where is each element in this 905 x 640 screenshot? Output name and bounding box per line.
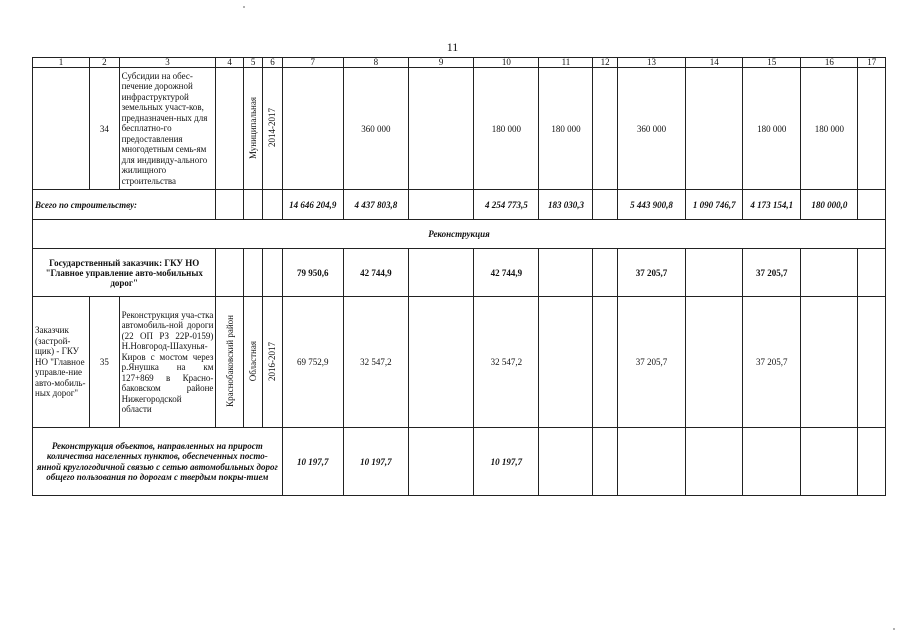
cell-value: 79 950,6: [282, 249, 343, 297]
cell-value: 42 744,9: [343, 249, 408, 297]
section-title: Реконструкция: [33, 220, 886, 249]
cell-value: 10 197,7: [474, 428, 539, 496]
col-header: 3: [119, 58, 216, 68]
district: Краснобаковский район: [224, 315, 235, 407]
period: 2014-2017: [267, 108, 278, 147]
cell-value: 69 752,9: [282, 297, 343, 428]
row-number: 34: [90, 68, 120, 190]
cell-value: 10 197,7: [343, 428, 408, 496]
budget-level: Муниципальная: [248, 96, 259, 159]
col-header: 6: [263, 58, 282, 68]
page-number: 11: [446, 40, 459, 54]
cell-value: 180 000: [474, 68, 539, 190]
budget-level: Областная: [248, 340, 259, 382]
cell-value: 360 000: [343, 68, 408, 190]
scan-speck: [243, 6, 245, 8]
client-name: Заказчик (застрой-щик) - ГКУ НО "Главное управле-ние авто-мобиль-ных дорог": [33, 297, 90, 428]
cell-value: 37 205,7: [743, 297, 801, 428]
scan-speck: [893, 628, 895, 630]
col-header: 10: [474, 58, 539, 68]
cell-value: 37 205,7: [617, 297, 685, 428]
col-header: 9: [409, 58, 474, 68]
section-row: [33, 220, 886, 249]
col-header: 15: [743, 58, 801, 68]
col-header: 12: [593, 58, 617, 68]
cell-value: 32 547,2: [343, 297, 408, 428]
col-header: 1: [33, 58, 90, 68]
col-header: 8: [343, 58, 408, 68]
col-header: 14: [686, 58, 743, 68]
row-number: 35: [90, 297, 120, 428]
cell-value: 5 443 900,8: [617, 190, 685, 220]
cell-value: 4 437 803,8: [343, 190, 408, 220]
cell-value: 14 646 204,9: [282, 190, 343, 220]
col-header: 16: [801, 58, 858, 68]
customer-label: Государственный заказчик: ГКУ НО "Главное управление авто-мобильных дорог": [33, 249, 216, 297]
col-header: 5: [243, 58, 262, 68]
total-row: [33, 190, 886, 220]
object-name: Реконструкция уча-стка автомобиль-ной дороги (22 ОП РЗ 22Р-0159) Н.Новгород-Шахунья-Киров с мостом через р.Янушка на км 127+869 в Красно-баковском районе Нижегородской области: [119, 297, 216, 428]
subtotal-label: Реконструкция объектов, направленных на прирост количества населенных пунктов, обеспеченных посто-янной круглогодичной связью с сетью автомобильных дорог общего пользования по дорогам с твердым покры-тием: [33, 428, 283, 496]
object-name: Субсидии на обес-печение дорожной инфраструктурой земельных участ-ков, предназначен-ных для бесплатно-го предоставления многодетным семь-ям для индивиду-ального жилищного строительства: [119, 68, 216, 190]
subtotal-row: [33, 428, 886, 496]
column-number-row: [33, 58, 886, 68]
col-header: 4: [216, 58, 244, 68]
table-row: [33, 297, 886, 428]
cell-value: 360 000: [617, 68, 685, 190]
cell-value: 42 744,9: [474, 249, 539, 297]
total-label: Всего по строительству:: [33, 190, 216, 220]
cell-value: 4 173 154,1: [743, 190, 801, 220]
cell-value: 37 205,7: [617, 249, 685, 297]
period: 2016-2017: [267, 341, 278, 381]
cell-value: 32 547,2: [474, 297, 539, 428]
cell-value: 1 090 746,7: [686, 190, 743, 220]
col-header: 11: [539, 58, 593, 68]
cell-value: 180 000: [801, 68, 858, 190]
cell-value: 10 197,7: [282, 428, 343, 496]
col-header: 13: [617, 58, 685, 68]
table-row: [33, 68, 886, 190]
investment-table: [32, 57, 886, 496]
cell-value: 183 030,3: [539, 190, 593, 220]
cell-value: 37 205,7: [743, 249, 801, 297]
cell-value: 180 000: [743, 68, 801, 190]
cell-value: 180 000: [539, 68, 593, 190]
customer-row: [33, 249, 886, 297]
col-header: 17: [858, 58, 886, 68]
cell-value: 180 000,0: [801, 190, 858, 220]
col-header: 7: [282, 58, 343, 68]
col-header: 2: [90, 58, 120, 68]
cell-value: 4 254 773,5: [474, 190, 539, 220]
